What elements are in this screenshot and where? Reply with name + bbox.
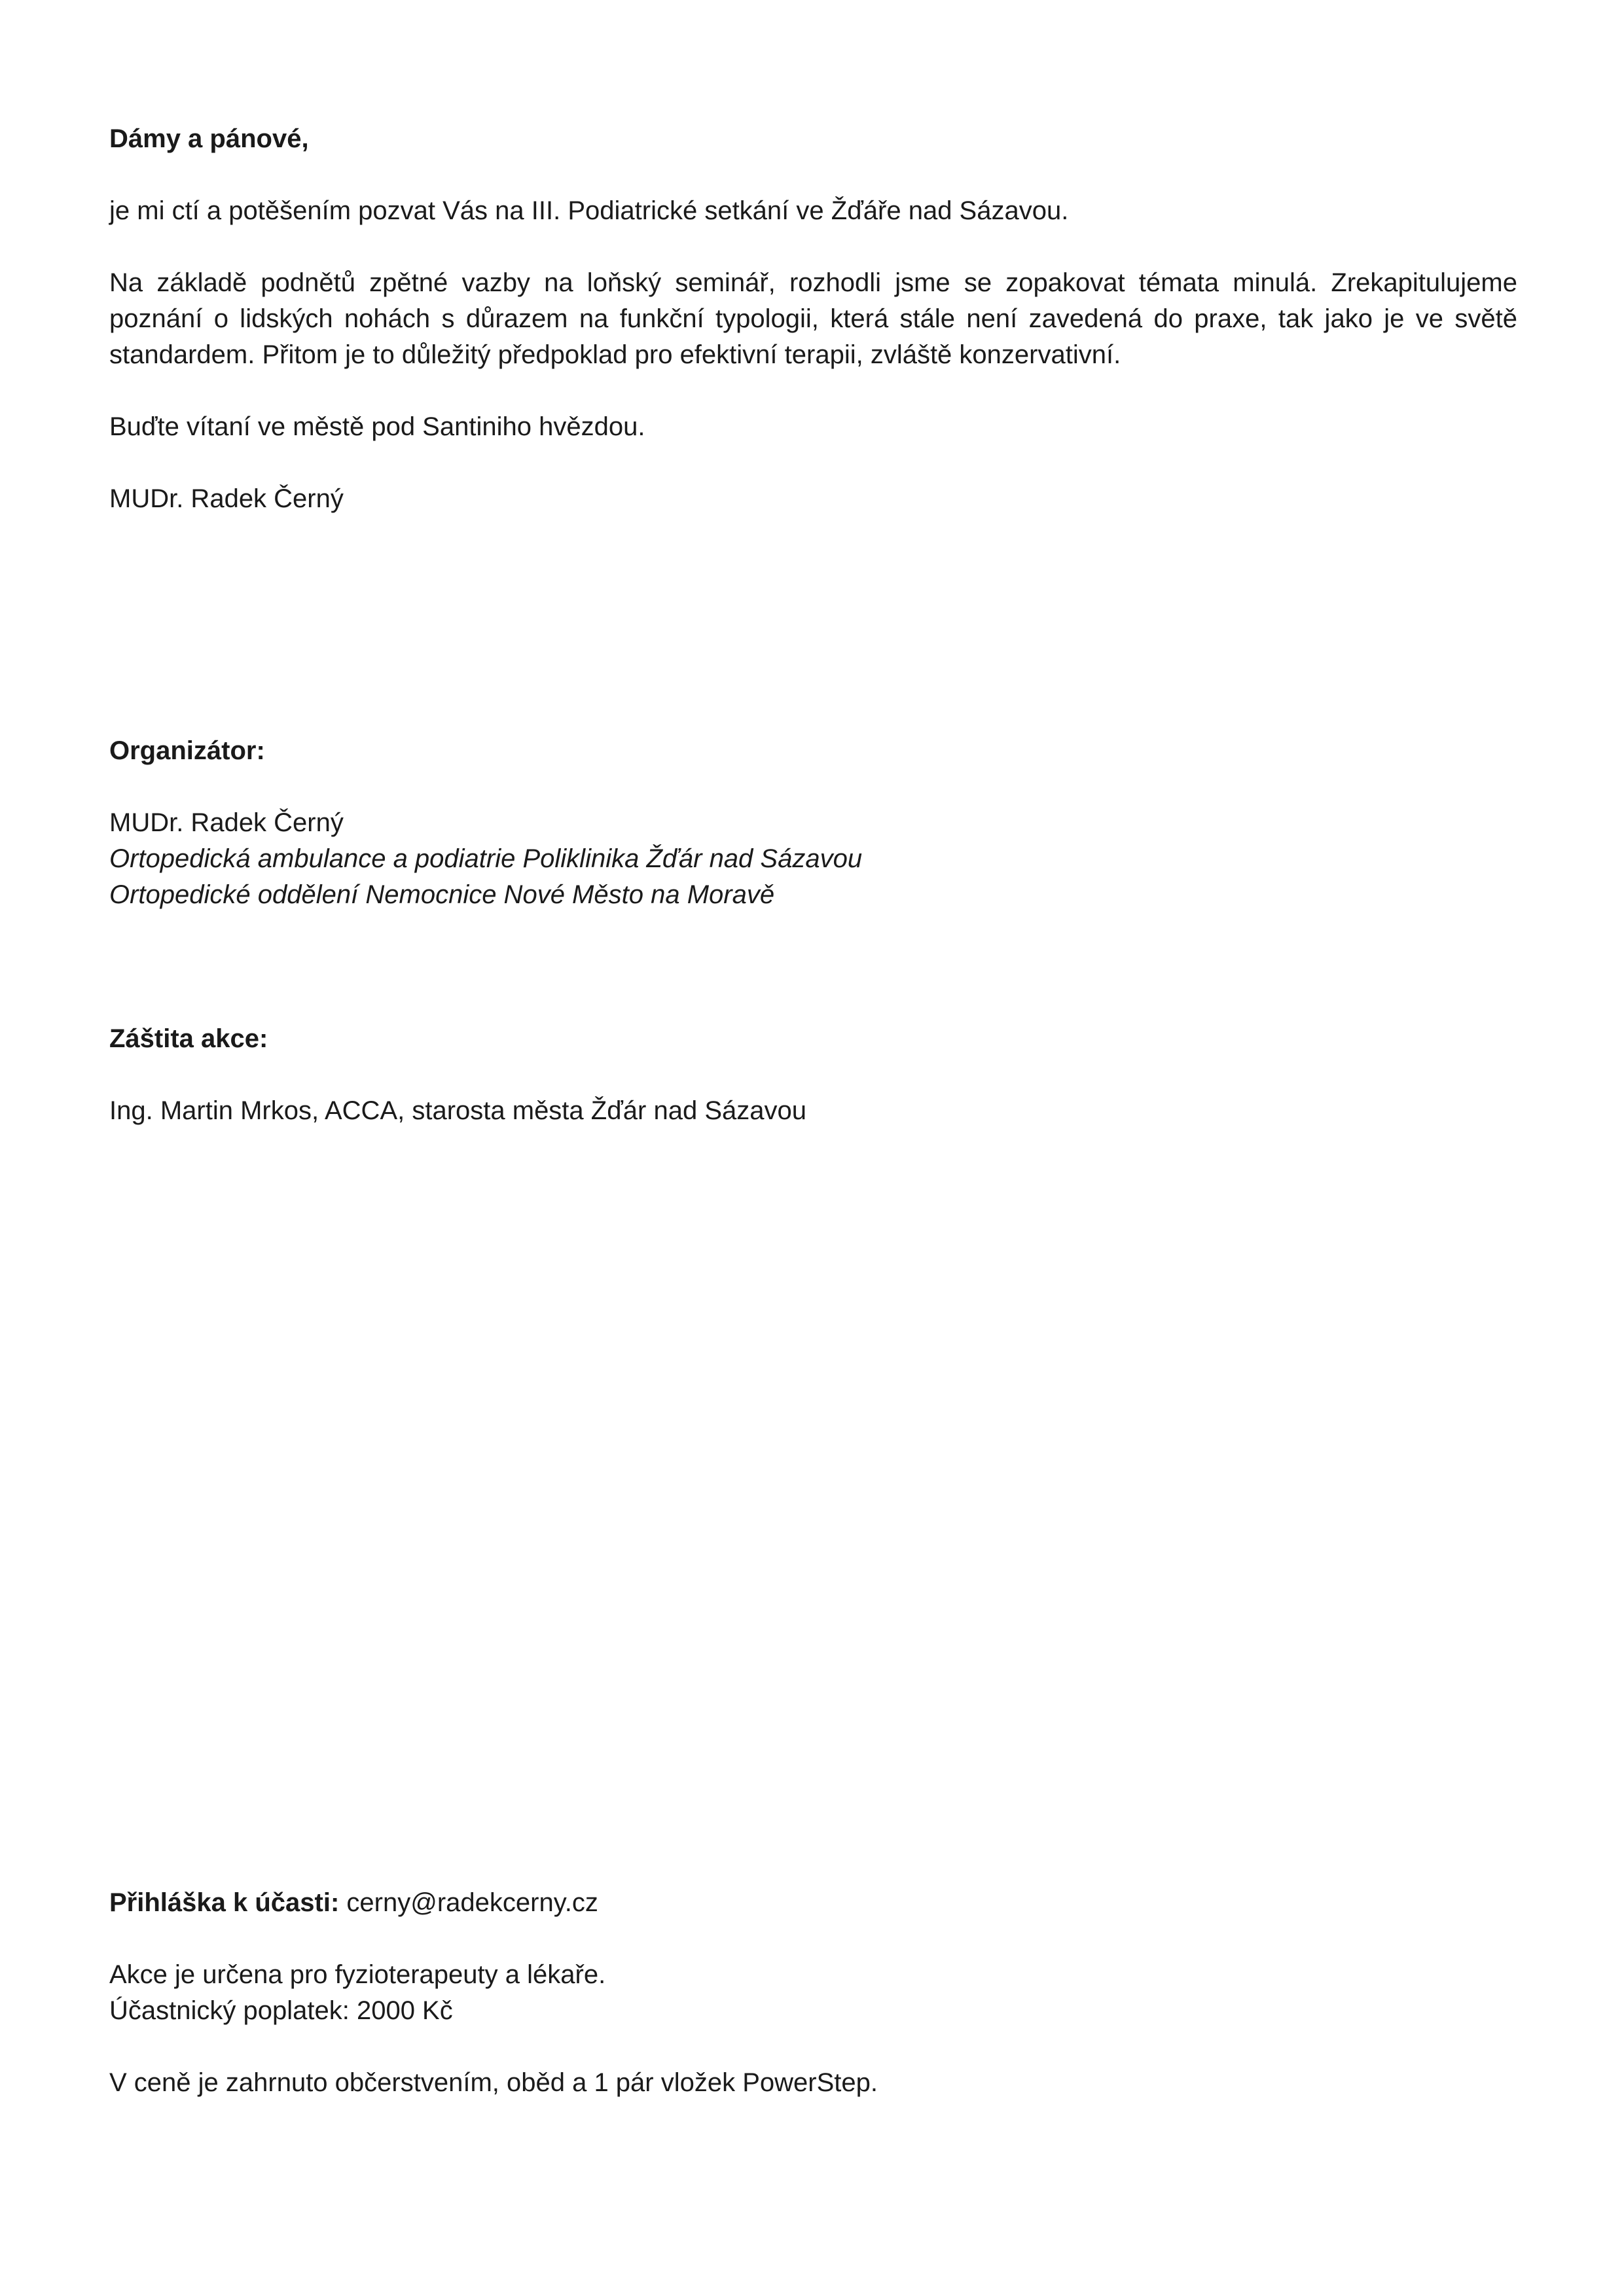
closing-text: Buďte vítaní ve městě pod Santiniho hvězdou. xyxy=(109,412,645,441)
registration-email-link[interactable]: cerny@radekcerny.cz xyxy=(346,1888,598,1917)
organizer-affiliation-1: Ortopedická ambulance a podiatrie Poliklinika Žďár nad Sázavou xyxy=(109,844,863,873)
patronage-text: Ing. Martin Mrkos, ACCA, starosta města Žďár nad Sázavou xyxy=(109,1096,806,1125)
greeting-section xyxy=(109,121,1517,517)
audience-text: Akce je určena pro fyzioterapeuty a lékaře. xyxy=(109,1960,606,1989)
patronage-section xyxy=(109,1021,1517,1129)
organizer-affiliation-2: Ortopedické oddělení Nemocnice Nové Město na Moravě xyxy=(109,880,775,909)
fee-text: Účastnický poplatek: 2000 Kč xyxy=(109,1996,453,2025)
included-text: V ceně je zahrnuto občerstvením, oběd a 1 pár vložek PowerStep. xyxy=(109,2068,878,2097)
organizer-name: MUDr. Radek Černý xyxy=(109,808,344,837)
salutation: Dámy a pánové, xyxy=(109,124,309,153)
organizer-section xyxy=(109,733,1517,913)
patronage-heading: Záštita akce: xyxy=(109,1024,268,1053)
signature: MUDr. Radek Černý xyxy=(109,484,344,513)
registration-section xyxy=(109,1885,1517,2101)
intro-text: je mi ctí a potěšením pozvat Vás na III. Podiatrické setkání ve Žďáře nad Sázavou. xyxy=(109,196,1069,225)
organizer-heading: Organizátor: xyxy=(109,736,265,765)
body-paragraph: Na základě podnětů zpětné vazby na loňský seminář, rozhodli jsme se zopakovat témata minulá. Zrekapitulujeme poznání o lidských nohách s důrazem na funkční typologii, která stále není zavedená do praxe, tak jako je ve světě standardem. Přitom je to důležitý předpoklad pro efektivní terapii, zvláště konzervativní. xyxy=(109,268,1517,369)
registration-line xyxy=(109,1885,1517,1921)
registration-label: Přihláška k účasti: xyxy=(109,1888,340,1917)
